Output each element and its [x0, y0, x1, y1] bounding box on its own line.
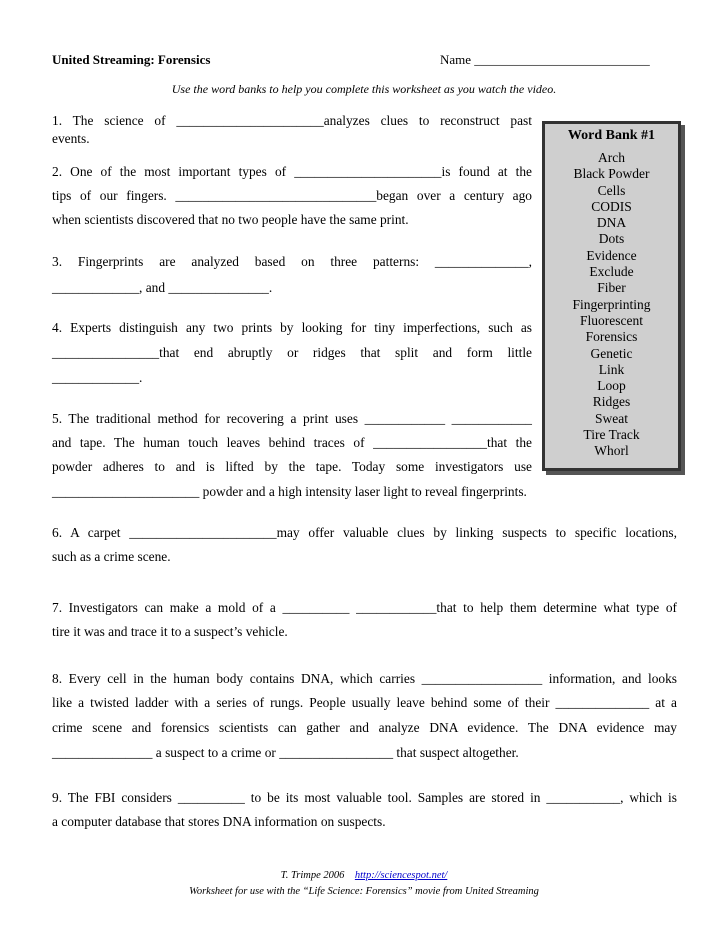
word-bank-item: Fingerprinting	[572, 296, 651, 312]
footer-author: T. Trimpe 2006	[280, 870, 345, 881]
question-5-line-2: and tape. The human touch leaves behind traces of _________________that the	[52, 435, 532, 450]
word-bank-item: Tire Track	[583, 427, 640, 443]
question-5-line-4: ______________________ powder and a high intensity laser light to reveal fingerprints.	[52, 484, 527, 499]
word-bank-item: Fluorescent	[580, 312, 643, 328]
question-6-line-2: such as a crime scene.	[52, 549, 171, 564]
question-2-line-3: when scientists discovered that no two people have the same print.	[52, 212, 409, 227]
question-2-line-1: 2. One of the most important types of ______________________is found at the	[52, 164, 532, 179]
question-7-line-2: tire it was and trace it to a suspect’s vehicle.	[52, 624, 288, 639]
question-9-line-1: 9. The FBI considers __________ to be its most valuable tool. Samples are stored in ___________, which is	[52, 790, 677, 805]
question-2-line-2: tips of our fingers. ______________________________began over a century ago	[52, 188, 532, 203]
question-4-line-3: _____________.	[52, 370, 143, 385]
word-bank	[542, 121, 681, 471]
word-bank-item: Link	[598, 361, 625, 377]
worksheet-title: United Streaming: Forensics	[52, 52, 211, 67]
word-bank-item: Fiber	[597, 280, 626, 296]
question-5-line-1: 5. The traditional method for recovering a print uses ____________ ____________	[52, 411, 532, 426]
word-bank-item: DNA	[596, 215, 627, 231]
question-8-line-4: _______________ a suspect to a crime or _________________ that suspect altogether.	[52, 745, 519, 760]
question-1-line-1: 1. The science of ______________________analyzes clues to reconstruct past	[52, 113, 532, 128]
question-3-line-1: 3. Fingerprints are analyzed based on three patterns: ______________,	[52, 254, 532, 269]
footer-url-link[interactable]: http://sciencespot.net/	[354, 870, 448, 881]
question-5-line-3: powder adheres to and is lifted by the tape. Today some investigators use	[52, 459, 532, 474]
question-8-line-1: 8. Every cell in the human body contains DNA, which carries __________________ information, and looks	[52, 671, 677, 686]
word-bank-item: Cells	[597, 182, 626, 198]
word-bank-item: Forensics	[585, 329, 638, 345]
instructions: Use the word banks to help you complete this worksheet as you watch the video.	[171, 82, 557, 96]
question-3-line-2: _____________, and _______________.	[52, 280, 273, 295]
word-bank-item: Genetic	[590, 345, 633, 361]
word-bank-item: Loop	[597, 378, 626, 394]
question-8-line-3: crime scene and forensics scientists can gather and analyze DNA evidence. The DNA evidence may	[52, 720, 677, 735]
footer-note: Worksheet for use with the “Life Science: Forensics” movie from United Streaming	[189, 886, 539, 897]
question-9-line-2: a computer database that stores DNA information on suspects.	[52, 814, 386, 829]
footer-credit	[0, 870, 728, 881]
word-bank-item: Black Powder	[573, 166, 650, 182]
word-bank-item: CODIS	[591, 198, 632, 214]
word-bank-item: Exclude	[589, 264, 634, 280]
word-bank-item: Arch	[598, 150, 625, 165]
word-bank-item: Ridges	[592, 394, 631, 410]
name-field-label[interactable]: Name ___________________________	[440, 52, 650, 67]
question-4-line-2: ________________that end abruptly or ridges that split and form little	[52, 345, 532, 360]
question-4-line-1: 4. Experts distinguish any two prints by looking for tiny imperfections, such as	[52, 320, 532, 335]
question-1-line-2: events.	[52, 131, 90, 146]
word-bank-item: Evidence	[586, 247, 637, 263]
word-bank-title: Word Bank #1	[567, 128, 656, 143]
question-8-line-2: like a twisted ladder with a series of rungs. People usually leave behind some of their ______________ at a	[52, 695, 677, 710]
word-bank-item: Sweat	[595, 410, 628, 426]
word-bank-item: Whorl	[594, 443, 629, 459]
word-bank-item: Dots	[598, 231, 625, 247]
question-7-line-1: 7. Investigators can make a mold of a __________ ____________that to help them determine what type of	[52, 600, 677, 615]
question-6-line-1: 6. A carpet ______________________may offer valuable clues by linking suspects to specific locations,	[52, 525, 677, 540]
